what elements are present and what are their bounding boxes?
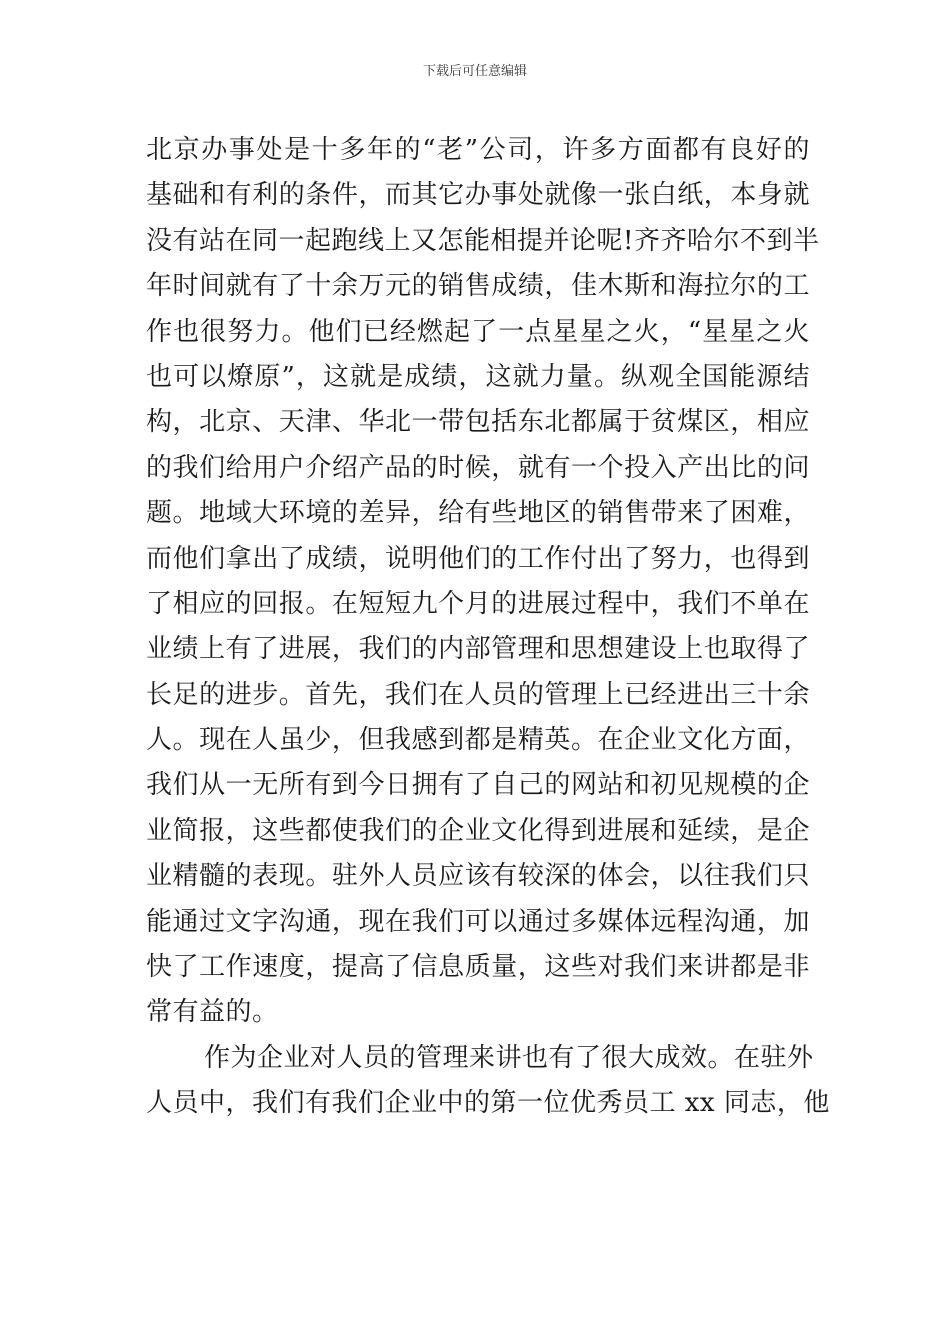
text-line: 人员中，我们有我们企业中的第一位优秀员工 xx 同志，他	[146, 1088, 830, 1119]
text-line: 没有站在同一起跑线上又怎能相提并论呢!齐齐哈尔不到半	[146, 225, 820, 256]
text-line: 的我们给用户介绍产品的时候，就有一个投入产出比的问	[146, 452, 810, 483]
text-line: 了相应的回报。在短短九个月的进展过程中，我们不单在	[146, 588, 810, 619]
text-line: 作也很努力。他们已经燃起了一点星星之火，“星星之火	[146, 316, 810, 347]
paragraph-2	[146, 1036, 830, 1127]
text-line: 北京办事处是十多年的“老”公司，许多方面都有良好的	[146, 135, 810, 165]
text-line: 长足的进步。首先，我们在人员的管理上已经进出三十余	[146, 679, 810, 710]
text-line: 我们从一无所有到今日拥有了自己的网站和初见规模的企	[146, 770, 810, 801]
text-line: 构，北京、天津、华北一带包括东北都属于贫煤区，相应	[146, 407, 810, 438]
page-header: 下载后可任意编辑	[422, 64, 527, 79]
text-line: 常有益的。	[146, 997, 279, 1028]
text-line: 人。现在人虽少，但我感到都是精英。在企业文化方面，	[146, 725, 810, 756]
document-body	[146, 128, 830, 1127]
text-line: 作为企业对人员的管理来讲也有了很大成效。在驻外	[204, 1042, 814, 1073]
text-line: 基础和有利的条件，而其它办事处就像一张白纸，本身就	[146, 180, 810, 211]
text-line: 快了工作速度，提高了信息质量，这些对我们来讲都是非	[146, 952, 810, 983]
text-line: 而他们拿出了成绩，说明他们的工作付出了努力，也得到	[146, 543, 810, 574]
paragraph-1	[146, 128, 820, 1036]
text-line: 也可以燎原”，这就是成绩，这就力量。纵观全国能源结	[146, 361, 810, 392]
text-line: 题。地域大环境的差异，给有些地区的销售带来了困难，	[146, 498, 810, 529]
text-line: 年时间就有了十余万元的销售成绩，佳木斯和海拉尔的工	[146, 271, 810, 302]
text-line: 业精髓的表现。驻外人员应该有较深的体会，以往我们只	[146, 861, 810, 892]
text-line: 业简报，这些都使我们的企业文化得到进展和延续，是企	[146, 815, 810, 846]
text-line: 能通过文字沟通，现在我们可以通过多媒体远程沟通，加	[146, 906, 810, 937]
text-line: 业绩上有了进展，我们的内部管理和思想建设上也取得了	[146, 634, 810, 665]
